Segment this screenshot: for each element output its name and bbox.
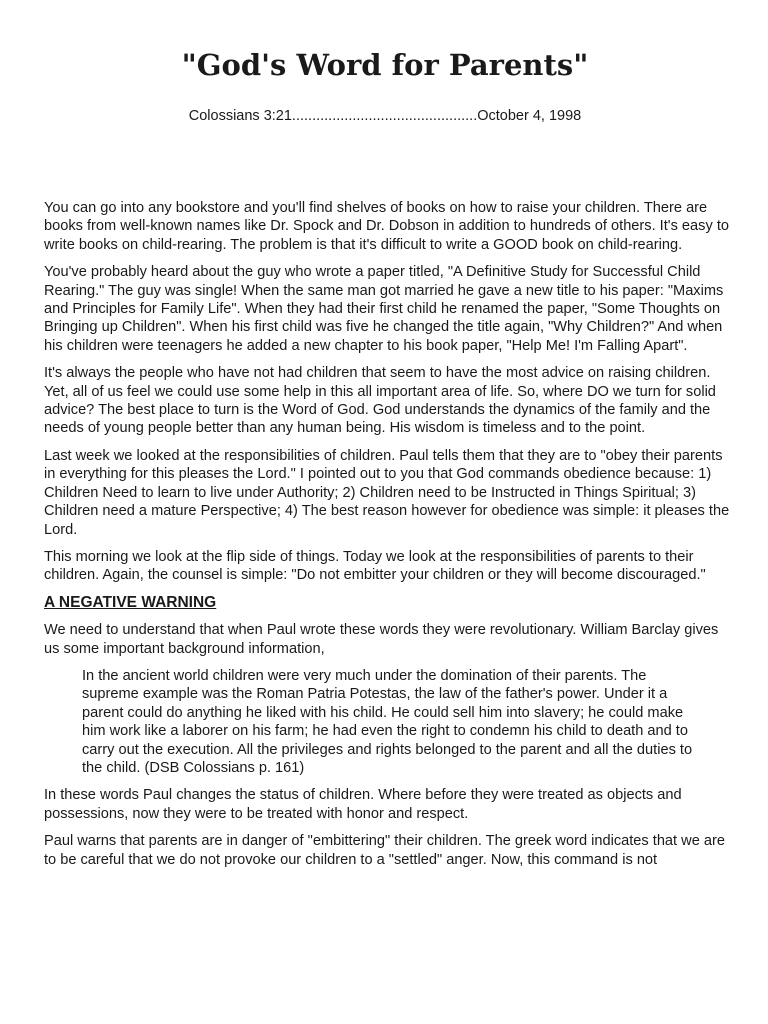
paragraph: You've probably heard about the guy who wrote a paper titled, "A Definitive Study for Successful Child Rearing." The guy was single! When the same man got married he gave a new title to his paper: "Maxims and Principles for Family Life". When they had their first child he renamed the paper, "Some Thoughts on Bringing up Children". When his first child was five he changed the title again, "Why Children?" And when his children were teenagers he added a new chapter to his book paper, "Help Me! I'm Falling Apart". xyxy=(44,264,724,354)
block-quote: In the ancient world children were very much under the domination of their parents. The supreme example was the Roman Patria Potestas, the law of the father's power. Under it a parent could do anything he liked with his child. He could sell him into slavery; he could make him work like a laborer on his farm; he had even the right to condemn his child to death and to carry out the execution. All the privileges and rights belonged to the parent and all the duties to the child. (DSB Colossians p. 161) xyxy=(82,667,693,776)
section-heading: A NEGATIVE WARNING xyxy=(44,593,217,611)
paragraph: This morning we look at the flip side of things. Today we look at the responsibilities of parents to their children. Again, the counsel is simple: "Do not embitter your children or they will become discouraged." xyxy=(44,548,706,584)
paragraph: Paul warns that parents are in danger of "embittering" their children. The greek word indicates that we are to be careful that we do not provoke our children to a "settled" anger. Now, this command is not xyxy=(44,833,725,868)
document-body xyxy=(44,199,734,878)
paragraph: In these words Paul changes the status of children. Where before they were treated as objects and possessions, now they were to be treated with honor and respect. xyxy=(44,787,682,822)
paragraph: It's always the people who have not had children that seem to have the most advice on raising children. Yet, all of us feel we could use some help in this all important area of life. So, where DO we turn for solid advice? The best place to turn is the Word of God. God understands the dynamics of the family and the needs of young people better than any human being. His wisdom is timeless and to the point. xyxy=(44,365,716,437)
scripture-reference-date: Colossians 3:21..............................................October 4, 1998 xyxy=(188,108,582,124)
paragraph: We need to understand that when Paul wrote these words they were revolutionary. William Barclay gives us some important background information, xyxy=(44,622,719,657)
document-title: "God's Word for Parents" xyxy=(181,48,589,82)
paragraph: Last week we looked at the responsibilities of children. Paul tells them that they are to "obey their parents in everything for this pleases the Lord." I pointed out to you that God commands obedience because: 1) Children Need to learn to live under Authority; 2) Children need to be Instructed in Things Spiritual; 3) Children need a mature Perspective; 4) The best reason however for obedience was simple: it pleases the Lord. xyxy=(44,447,730,538)
paragraph: You can go into any bookstore and you'll find shelves of books on how to raise your children. There are books from well-known names like Dr. Spock and Dr. Dobson in addition to hundreds of others. It's easy to write books on child-rearing. The problem is that it's difficult to write a GOOD book on child-rearing. xyxy=(44,200,729,253)
